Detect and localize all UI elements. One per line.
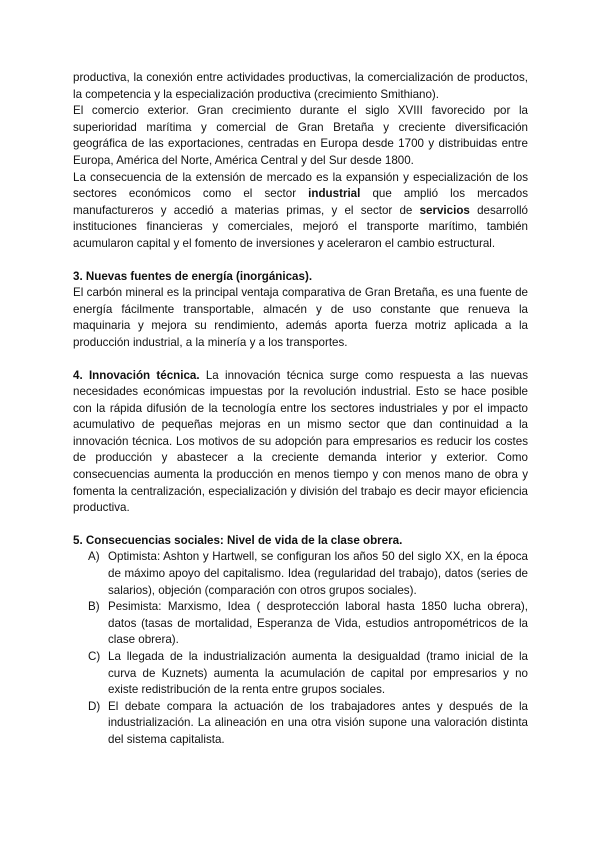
list-item-text: El debate compara la actuación de los trabajadores antes y después de la industrialización. La alineación en una otra visión supone una valoración distinta del sistema capitalista. [108,699,528,746]
list-marker: C) [88,650,101,663]
bold-term-industrial: industrial [308,187,361,201]
list-item [73,599,528,649]
section-4-paragraph [73,368,528,517]
list-item-text: La llegada de la industrialización aumenta la desigualdad (tramo inicial de la curva de Kuznets) aumenta la acumulación de capital por empresarios y no existe redistribución de la renta entre grupos sociales. [108,650,528,697]
list-item [73,699,528,749]
text-run: que amplió los mercados manufactureros y accedió a materias primas, y el sector de [73,187,529,217]
section-3-heading: 3. Nuevas fuentes de energía (inorgánicas). [73,269,313,283]
paragraph-extension-mercado [73,170,528,253]
text-run: La consecuencia de la extensión de mercado es la expansión y especialización de los sectores económicos como el sector [73,170,528,201]
list-item-text: Optimista: Ashton y Hartwell, se configuran los años 50 del siglo XX, en la época de máximo apoyo del capitalismo. Idea (regularidad del trabajo), datos (series de salarios), objeción (comparación con otros grupos sociales). [108,550,528,597]
paragraph-comercio-exterior: El comercio exterior. Gran crecimiento durante el siglo XVIII favorecido por la superioridad marítima y comercial de Gran Bretaña y creciente diversificación geográfica de las exportaciones, centradas en Europa desde 1700 y distribuidas entre Europa, América del Norte, América Central y del Sur desde 1800. [73,104,528,167]
list-marker: B) [88,600,100,614]
list-marker: D) [88,699,101,713]
bold-term-servicios: servicios [419,203,470,217]
list-marker: A) [88,550,100,564]
section-5-list [73,549,528,748]
page-content [73,70,528,749]
text-run: desarrolló instituciones financieras y comerciales, mejoró el transporte marítimo, también acumularon capital y el fomento de inversiones y aceleraron el cambio estructural. [73,203,528,250]
section-3-text: El carbón mineral es la principal ventaja comparativa de Gran Bretaña, es una fuente de energía fácilmente transportable, almacén y de uso constante que renueva la maquinaria y mejora su rendimiento, además aporta fuerza motriz aplicada a la producción industrial, a la minería y a los transportes. [73,286,528,349]
list-item [73,649,528,699]
section-4-heading: 4. Innovación técnica. [73,368,200,382]
list-item [73,549,528,599]
section-4-text: La innovación técnica surge como respuesta a las nuevas necesidades económicas impuestas por la revolución industrial. Esto se hace posible con la rápida difusión de la tecnología entre los sectores industriales y por el impacto acumulativo de pequeñas mejoras en un mismo sector que dan continuidad a la innovación técnica. Los motivos de su adopción para empresarios es reducir los costes de producción y abastecer a la creciente demanda interior y exterior. Como consecuencias aumenta la producción en menos tiempo y con menos mano de obra y fomenta la centralización, especialización y división del trabajo es decir mayor eficiencia productiva. [73,368,529,515]
paragraph-continuation: productiva, la conexión entre actividades productivas, la comercialización de productos, la competencia y la especialización productiva (crecimiento Smithiano). [73,71,528,101]
list-item-text: Pesimista: Marxismo, Idea ( desprotección laboral hasta 1850 lucha obrera), datos (tasas de mortalidad, Esperanza de Vida, estudios antropométricos de la clase obrera). [108,600,528,647]
section-5-heading: 5. Consecuencias sociales: Nivel de vida de la clase obrera. [73,533,403,547]
